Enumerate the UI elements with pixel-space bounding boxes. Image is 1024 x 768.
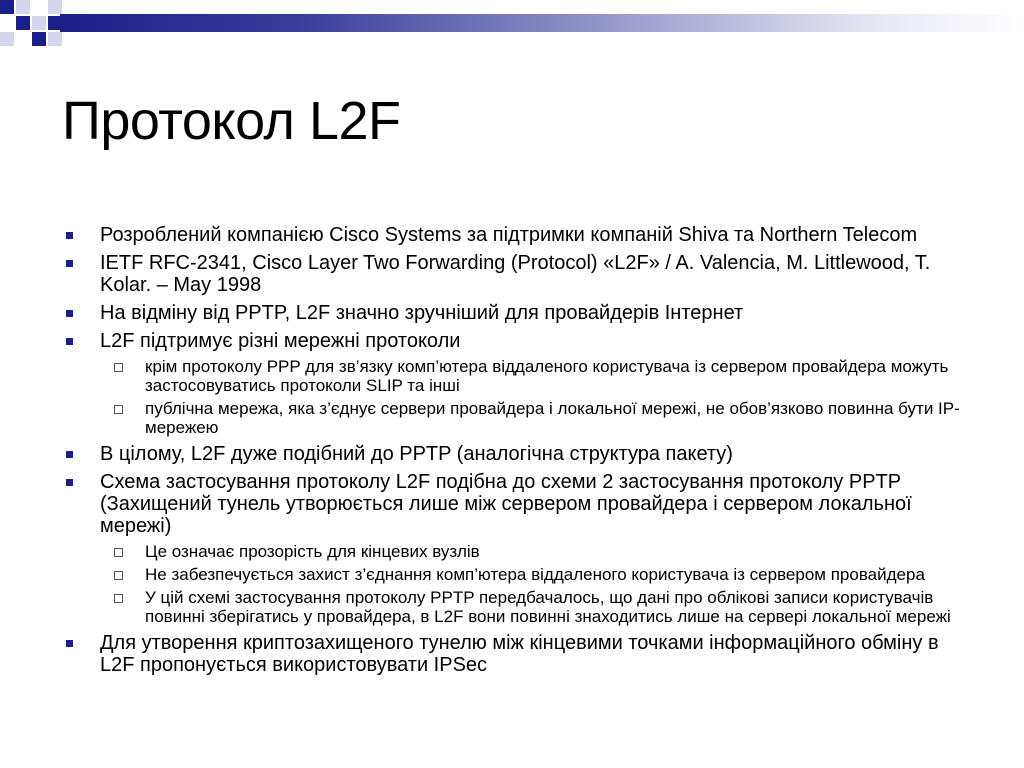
hollow-square-bullet-icon [114,571,123,580]
bullet-item [64,302,964,324]
bullet-text: На відміну від PPTP, L2F значно зручніший для провайдерів Інтернет [100,302,744,324]
decor-square [48,32,62,46]
decor-square [0,0,14,14]
decor-square [48,0,62,14]
sub-bullet-text: публічна мережа, яка з’єднує сервери провайдера і локальної мережі, не обов’язково повинна бути IP-мережею [145,399,960,437]
bullet-item [64,632,964,676]
slide-content [64,224,964,682]
bullet-text: IETF RFC-2341, Cisco Layer Two Forwarding (Protocol) «L2F» / A. Valencia, M. Littlewood, T. Kolar. – May 1998 [100,252,931,296]
bullet-text: Розроблений компанією Cisco Systems за підтримки компаній Shiva та Northern Telecom [100,224,918,246]
bullet-item [64,471,964,626]
sub-bullet-item [100,399,964,437]
sub-bullet-text: Не забезпечується захист з’єднання комп’ютера віддаленого користувача із сервером провайдера [145,565,925,584]
hollow-square-bullet-icon [114,363,123,372]
sub-bullet-item [100,542,964,561]
sub-bullet-text: Це означає прозорість для кінцевих вузлів [145,542,480,561]
square-bullet-icon [66,451,73,458]
sub-bullet-text: крім протоколу PPP для зв’язку комп’ютера віддаленого користувача із сервером провайдера можуть застосовуватись протоколи SLIP та інші [145,357,949,395]
hollow-square-bullet-icon [114,548,123,557]
decor-square [48,16,62,30]
square-bullet-icon [66,338,73,345]
decor-square [16,16,30,30]
bullet-text: Для утворення криптозахищеного тунелю між кінцевими точками інформаційного обміну в L2F пропонується використовувати IPSec [100,632,939,676]
square-bullet-icon [66,310,73,317]
sub-bullet-item [100,588,964,626]
bullet-item [64,330,964,437]
bullet-text: Схема застосування протоколу L2F подібна до схеми 2 застосування протоколу PPTP (Захищений тунель утворюється лише між сервером провайдера і сервером локальної мережі) [100,471,912,537]
hollow-square-bullet-icon [114,405,123,414]
decor-square [0,32,14,46]
square-bullet-icon [66,232,73,239]
bullet-item [64,252,964,296]
sub-bullet-list [100,542,964,626]
square-bullet-icon [66,260,73,267]
slide-title: Протокол L2F [62,91,401,151]
bullet-text: В цілому, L2F дуже подібний до PPTP (аналогічна структура пакету) [100,443,733,465]
decor-square [32,32,46,46]
bullet-item [64,443,964,465]
sub-bullet-item [100,357,964,395]
decor-square [16,0,30,14]
sub-bullet-item [100,565,964,584]
sub-bullet-list [100,357,964,437]
bullet-list [64,224,964,676]
square-bullet-icon [66,479,73,486]
square-bullet-icon [66,640,73,647]
bullet-item [64,224,964,246]
hollow-square-bullet-icon [114,594,123,603]
sub-bullet-text: У цій схемі застосування протоколу PPTP передбачалось, що дані про облікові записи користувачів повинні зберігатись у провайдера, в L2F вони повинні знаходитись лише на сервері локальної мережі [145,588,951,626]
header-gradient-band [60,14,1024,32]
decor-square [32,16,46,30]
bullet-text: L2F підтримує різні мережні протоколи [100,330,461,352]
